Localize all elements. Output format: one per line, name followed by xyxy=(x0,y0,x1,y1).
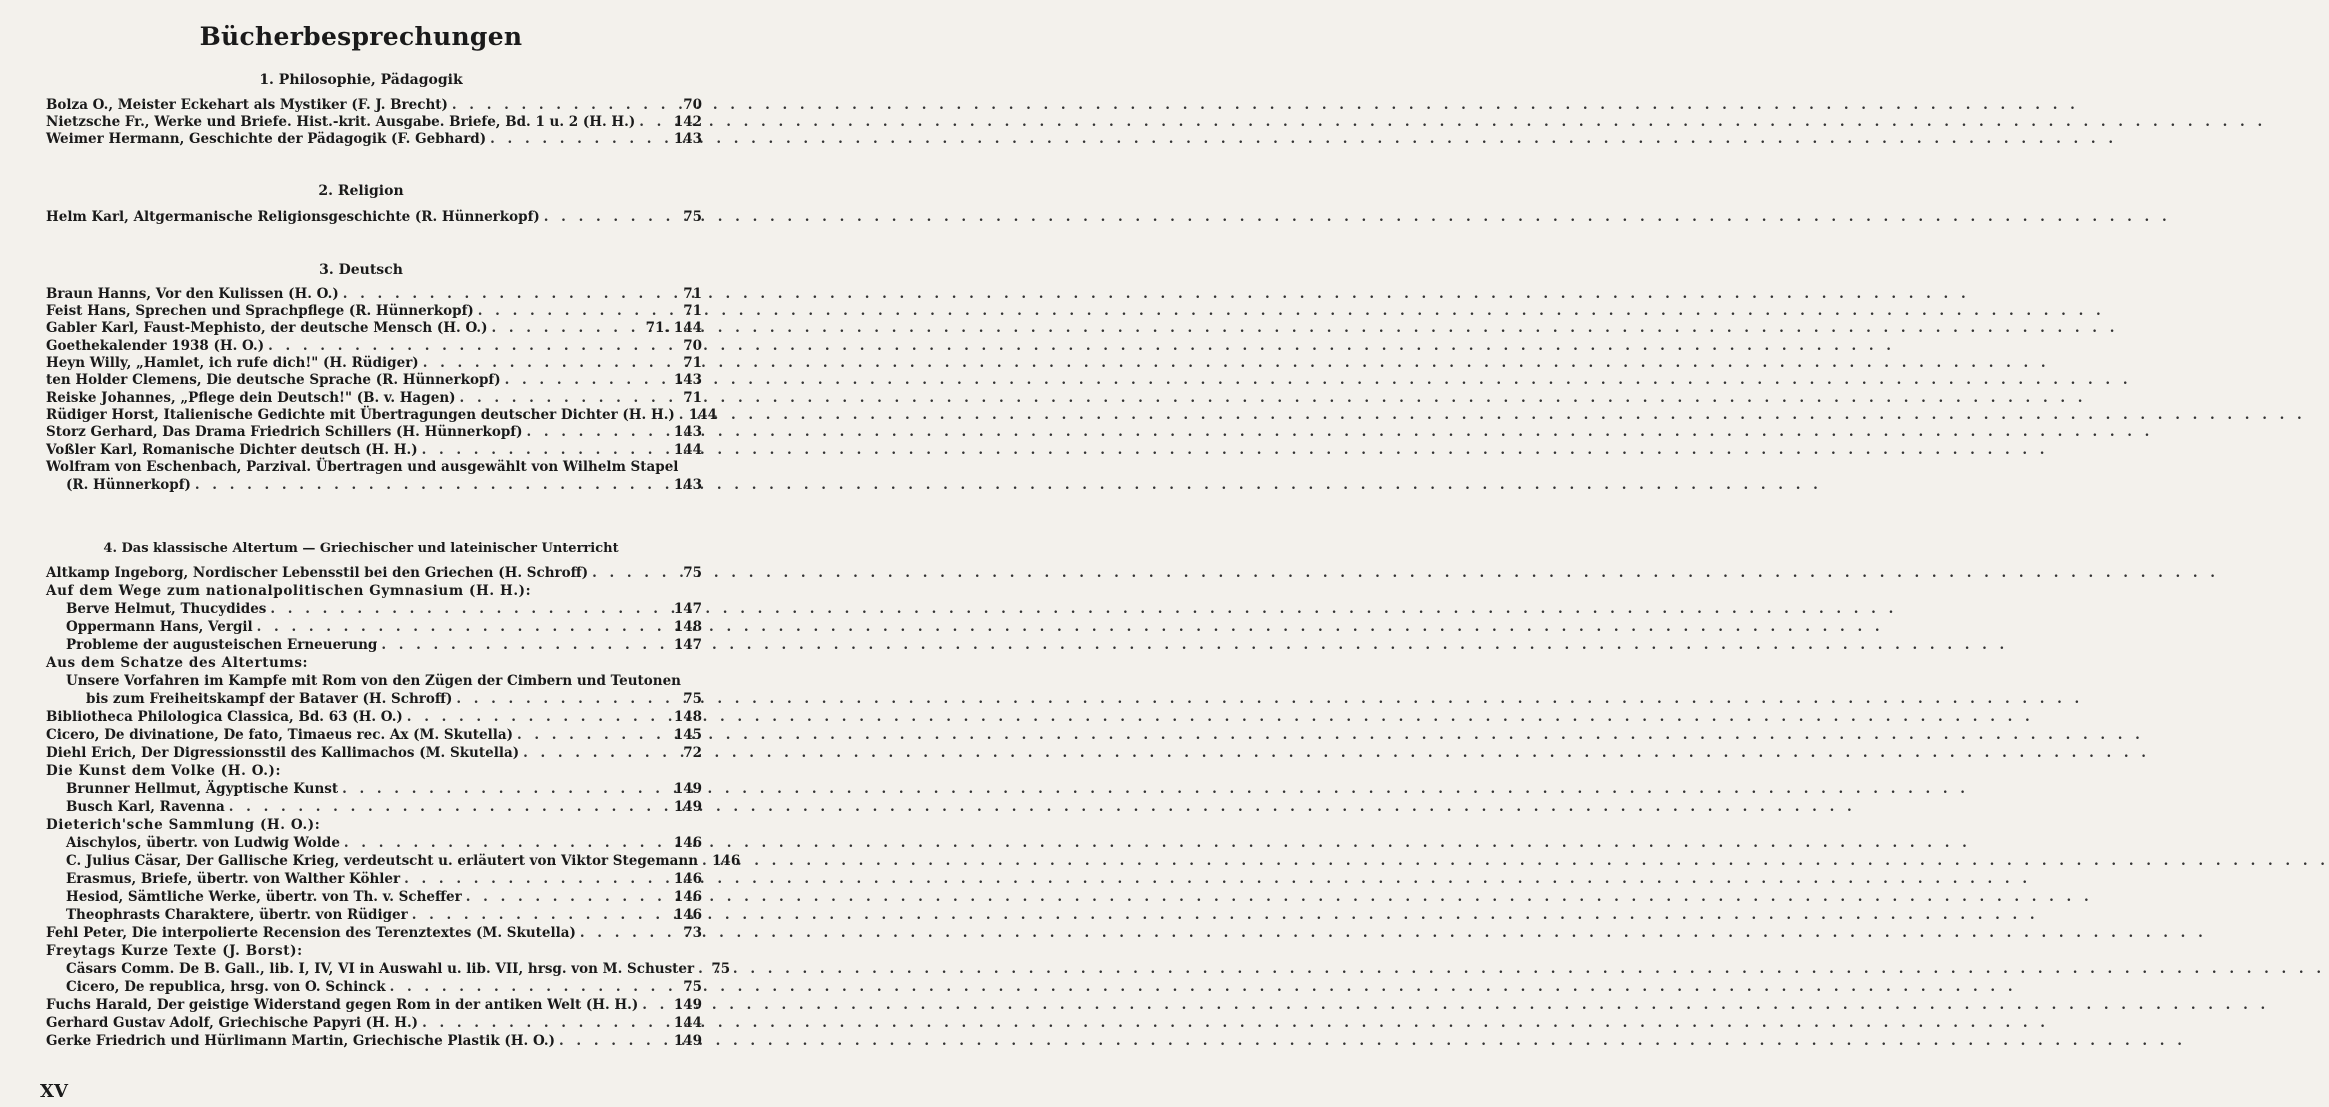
entry-page-number: 143 xyxy=(673,372,702,388)
leader-dots xyxy=(412,906,670,924)
page-number: XV xyxy=(40,1081,68,1102)
index-entry xyxy=(46,371,702,389)
entry-text: Braun Hanns, Vor den Kulissen (H. O.) xyxy=(46,286,339,302)
entry-text: Erasmus, Briefe, übertr. von Walther Köhler xyxy=(66,871,401,887)
index-entry xyxy=(66,780,702,798)
entry-text: Goethekalender 1938 (H. O.) xyxy=(46,338,265,354)
index-entry xyxy=(46,708,702,726)
index-entry xyxy=(46,285,702,303)
leader-dots xyxy=(407,708,670,726)
entry-text: Bolza O., Meister Eckehart als Mystiker (F. J. Brecht) xyxy=(46,97,448,113)
entry-page-number: 144 xyxy=(673,442,702,458)
index-entry xyxy=(46,1014,702,1032)
entry-text: Freytags Kurze Texte (J. Borst): xyxy=(46,943,303,959)
leader-dots xyxy=(544,208,676,226)
entry-text: bis zum Freiheitskampf der Bataver (H. Schroff) xyxy=(86,691,453,707)
entry-page-number: 143 xyxy=(673,424,702,440)
index-entry xyxy=(46,744,702,762)
leader-dots xyxy=(526,423,669,441)
index-entry xyxy=(66,978,702,996)
entry-page-number: 146 xyxy=(673,871,702,887)
entry-text: Bibliotheca Philologica Classica, Bd. 63 (H. O.) xyxy=(46,709,403,725)
entry-text: Weimer Hermann, Geschichte der Pädagogik (F. Gebhard) xyxy=(46,131,487,147)
entry-text: Gerke Friedrich und Hürlimann Martin, Griechische Plastik (H. O.) xyxy=(46,1033,556,1049)
leader-dots xyxy=(342,780,670,798)
index-entry xyxy=(46,319,702,337)
entry-text: Hesiod, Sämtliche Werke, übertr. von Th. v. Scheffer xyxy=(66,889,462,905)
entry-text: Oppermann Hans, Vergil xyxy=(66,619,253,635)
entry-text: Rüdiger Horst, Italienische Gedichte mit Übertragungen deutscher Dichter (H. H.) xyxy=(46,407,675,423)
leader-dots xyxy=(492,319,642,337)
entry-page-number: 71 xyxy=(683,390,702,406)
entry-text: Auf dem Wege zum nationalpolitischen Gymnasium (H. H.): xyxy=(46,583,532,599)
index-entry xyxy=(46,762,702,780)
index-entry xyxy=(46,458,702,476)
entry-text: Diehl Erich, Der Digressionsstil des Kallimachos (M. Skutella) xyxy=(46,745,520,761)
entry-text: Aus dem Schatze des Altertums: xyxy=(46,655,309,671)
entry-page-number: 75 xyxy=(683,565,702,581)
entry-page-number: 148 xyxy=(673,709,702,725)
entry-page-number: 147 xyxy=(673,601,702,617)
entry-text: Dieterich'sche Sammlung (H. O.): xyxy=(46,817,321,833)
index-entry xyxy=(66,636,702,654)
leader-dots xyxy=(559,1032,670,1050)
entry-text: Die Kunst dem Volke (H. O.): xyxy=(46,763,282,779)
index-entry xyxy=(46,96,702,114)
index-entry xyxy=(46,996,702,1014)
entry-text: Helm Karl, Altgermanische Religionsgeschichte (R. Hünnerkopf) xyxy=(46,209,540,225)
entry-page-number: 147 xyxy=(673,637,702,653)
leader-dots xyxy=(390,978,676,996)
entry-text: Wolfram von Eschenbach, Parzival. Übertragen und ausgewählt von Wilhelm Stapel xyxy=(46,459,679,475)
leader-dots xyxy=(592,564,676,582)
index-entry xyxy=(46,208,702,226)
leader-dots xyxy=(517,726,670,744)
leader-dots xyxy=(257,618,670,636)
entry-page-number: 70 xyxy=(683,97,702,113)
index-entry xyxy=(46,389,702,407)
leader-dots xyxy=(381,636,669,654)
leader-dots xyxy=(422,441,670,459)
index-entry xyxy=(46,423,702,441)
leader-dots xyxy=(452,96,676,114)
entry-text: Brunner Hellmut, Ägyptische Kunst xyxy=(66,781,339,797)
document-page xyxy=(0,0,741,1107)
index-entry xyxy=(46,406,717,424)
index-entry xyxy=(66,906,702,924)
section-heading: 3. Deutsch xyxy=(319,262,403,278)
entry-text: Nietzsche Fr., Werke und Briefe. Hist.-krit. Ausgabe. Briefe, Bd. 1 u. 2 (H. H.) xyxy=(46,114,636,130)
entry-text: Gabler Karl, Faust-Mephisto, der deutsche Mensch (H. O.) xyxy=(46,320,488,336)
leader-dots xyxy=(344,834,670,852)
entry-text: Feist Hans, Sprechen und Sprachpflege (R. Hünnerkopf) xyxy=(46,303,474,319)
page-title: Bücherbesprechungen xyxy=(199,22,523,51)
index-entry xyxy=(46,113,702,131)
section-heading: 2. Religion xyxy=(318,183,404,199)
entry-text: Cicero, De republica, hrsg. von O. Schinck xyxy=(66,979,386,995)
leader-dots xyxy=(490,130,670,148)
index-entry xyxy=(46,302,702,320)
leader-dots xyxy=(580,924,676,942)
entry-page-number: 142 xyxy=(673,114,702,130)
index-entry xyxy=(66,960,731,978)
index-entry xyxy=(46,582,702,600)
entry-page-number: 144 xyxy=(673,1015,702,1031)
leader-dots xyxy=(639,113,670,131)
entry-page-number: 144 xyxy=(688,407,717,423)
entry-text: Fuchs Harald, Der geistige Widerstand gegen Rom in der antiken Welt (H. H.) xyxy=(46,997,639,1013)
entry-text: Probleme der augusteischen Erneuerung xyxy=(66,637,378,653)
index-entry xyxy=(46,441,702,459)
leader-dots xyxy=(404,870,670,888)
section-heading: 1. Philosophie, Pädagogik xyxy=(259,72,463,88)
entry-page-number: 75 xyxy=(711,961,731,977)
leader-dots xyxy=(642,996,670,1014)
leader-dots xyxy=(698,960,704,978)
section-heading: 4. Das klassische Altertum — Griechischer und lateinischer Unterricht xyxy=(103,541,619,556)
entry-text: Voßler Karl, Romanische Dichter deutsch (H. H.) xyxy=(46,442,418,458)
leader-dots xyxy=(456,690,676,708)
index-entry xyxy=(66,476,702,494)
entry-page-number: 75 xyxy=(683,979,702,995)
entry-page-number: 146 xyxy=(712,853,741,869)
entry-page-number: 145 xyxy=(673,727,702,743)
index-entry xyxy=(86,690,702,708)
entry-page-number: 72 xyxy=(683,745,702,761)
index-entry xyxy=(46,130,702,148)
entry-text: Heyn Willy, „Hamlet, ich rufe dich!" (H. Rüdiger) xyxy=(46,355,419,371)
leader-dots xyxy=(422,1014,670,1032)
leader-dots xyxy=(423,354,676,372)
index-entry xyxy=(66,870,702,888)
index-entry xyxy=(66,600,702,618)
entry-page-number: 146 xyxy=(673,889,702,905)
index-entry xyxy=(66,672,702,690)
entry-text: Cäsars Comm. De B. Gall., lib. I, IV, VI in Auswahl u. lib. VII, hrsg. von M. Schuster xyxy=(66,961,695,977)
leader-dots xyxy=(466,888,670,906)
index-entry xyxy=(46,942,702,960)
entry-page-number: 148 xyxy=(673,619,702,635)
entry-text: ten Holder Clemens, Die deutsche Sprache (R. Hünnerkopf) xyxy=(46,372,501,388)
leader-dots xyxy=(343,285,676,303)
entry-page-number: 71 xyxy=(683,303,702,319)
entry-page-number: 75 xyxy=(683,691,702,707)
entry-text: Aischylos, übertr. von Ludwig Wolde xyxy=(66,835,340,851)
entry-text: Berve Helmut, Thucydides xyxy=(66,601,267,617)
entry-page-number: 75 xyxy=(683,209,702,225)
entry-text: Storz Gerhard, Das Drama Friedrich Schillers (H. Hünnerkopf) xyxy=(46,424,523,440)
entry-page-number: 146 xyxy=(673,907,702,923)
leader-dots xyxy=(478,302,676,320)
leader-dots xyxy=(270,600,669,618)
index-entry xyxy=(66,834,702,852)
entry-page-number: 149 xyxy=(673,781,702,797)
entry-page-number: 71. 144 xyxy=(645,320,702,336)
index-entry xyxy=(46,1032,702,1050)
index-entry xyxy=(66,888,702,906)
entry-page-number: 70 xyxy=(683,338,702,354)
entry-text: Reiske Johannes, „Pflege dein Deutsch!" (B. v. Hagen) xyxy=(46,390,456,406)
entry-page-number: 71 xyxy=(683,355,702,371)
leader-dots xyxy=(523,744,676,762)
entry-text: Gerhard Gustav Adolf, Griechische Papyri (H. H.) xyxy=(46,1015,419,1031)
index-entry xyxy=(46,564,702,582)
index-entry xyxy=(46,337,702,355)
index-entry xyxy=(66,618,702,636)
entry-page-number: 149 xyxy=(673,997,702,1013)
entry-page-number: 143 xyxy=(673,131,702,147)
entry-page-number: 71 xyxy=(683,286,702,302)
entry-text: C. Julius Cäsar, Der Gallische Krieg, verdeutscht u. erläutert von Viktor Stegemann xyxy=(66,853,699,869)
leader-dots xyxy=(460,389,676,407)
entry-page-number: 143 xyxy=(673,477,702,493)
entry-text: Unsere Vorfahren im Kampfe mit Rom von den Zügen der Cimbern und Teutonen xyxy=(66,673,681,689)
entry-text: Busch Karl, Ravenna xyxy=(66,799,225,815)
index-entry xyxy=(66,852,741,870)
leader-dots xyxy=(679,406,685,424)
entry-text: Altkamp Ingeborg, Nordischer Lebensstil bei den Griechen (H. Schroff) xyxy=(46,565,589,581)
leader-dots xyxy=(505,371,670,389)
entry-page-number: 149 xyxy=(673,1033,702,1049)
entry-page-number: 73 xyxy=(683,925,702,941)
index-entry xyxy=(46,924,702,942)
entry-text: Theophrasts Charaktere, übertr. von Rüdiger xyxy=(66,907,408,923)
leader-dots xyxy=(229,798,670,816)
index-entry xyxy=(66,798,702,816)
leader-dots xyxy=(268,337,676,355)
index-entry xyxy=(46,354,702,372)
entry-page-number: 149 xyxy=(673,799,702,815)
entry-text: Fehl Peter, Die interpolierte Recension des Terenztextes (M. Skutella) xyxy=(46,925,576,941)
leader-dots xyxy=(702,852,708,870)
index-entry xyxy=(46,654,702,672)
index-entry xyxy=(46,726,702,744)
entry-text: Cicero, De divinatione, De fato, Timaeus rec. Ax (M. Skutella) xyxy=(46,727,513,743)
leader-dots xyxy=(195,476,670,494)
entry-text: (R. Hünnerkopf) xyxy=(66,477,191,493)
entry-page-number: 146 xyxy=(673,835,702,851)
index-entry xyxy=(46,816,702,834)
